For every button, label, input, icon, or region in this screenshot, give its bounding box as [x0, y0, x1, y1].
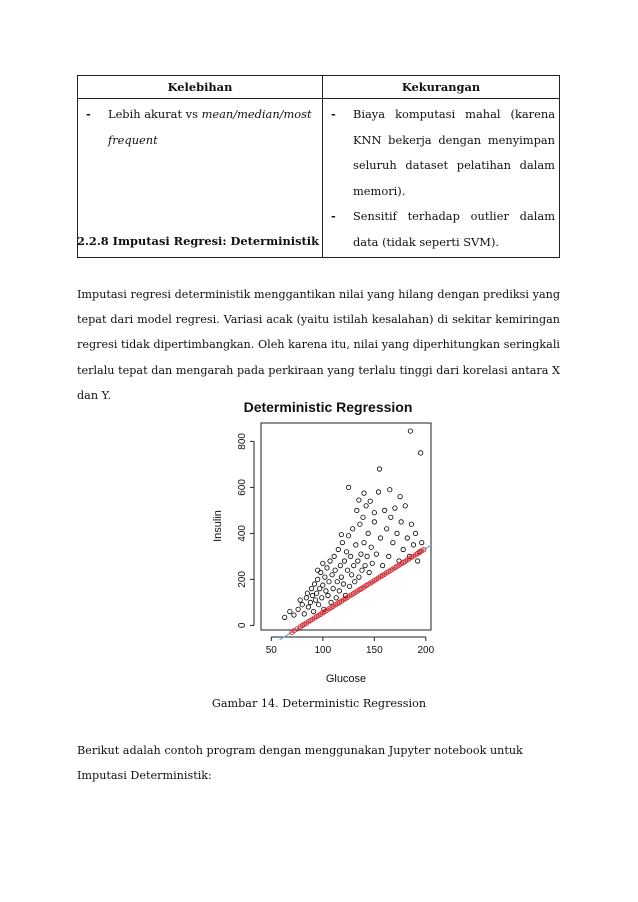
observed-point [413, 531, 417, 535]
observed-point [380, 563, 384, 567]
observed-point [420, 540, 424, 544]
observed-point [364, 504, 368, 508]
observed-point [395, 531, 399, 535]
x-axis [266, 637, 435, 656]
y-tick-label: 800 [237, 433, 248, 450]
bullet-dash: - [86, 107, 91, 121]
observed-point [362, 491, 366, 495]
observed-point [374, 552, 378, 556]
observed-point [372, 520, 376, 524]
kekurangan-item-1: Biaya komputasi mahal (karena KNN bekerja dengan menyimpan seluruh dataset pelatihan dalam memori). [353, 107, 555, 198]
observed-point [315, 568, 319, 572]
observed-point [369, 545, 373, 549]
observed-point [296, 607, 300, 611]
observed-point [361, 515, 365, 519]
observed-point [311, 609, 315, 613]
scatter-chart [205, 395, 435, 685]
observed-point [346, 485, 350, 489]
observed-point [348, 554, 352, 558]
list-item [329, 102, 555, 204]
observed-point [306, 605, 310, 609]
observed-point [403, 504, 407, 508]
observed-point [326, 593, 330, 597]
observed-point [321, 583, 325, 587]
observed-point [353, 580, 357, 584]
observed-point [309, 586, 313, 590]
observed-point [358, 522, 362, 526]
observed-point [377, 467, 381, 471]
observed-point [346, 534, 350, 538]
observed-point [347, 584, 351, 588]
observed-point [336, 547, 340, 551]
x-axis-label: Glucose [325, 673, 367, 685]
header-kekurangan: Kekurangan [323, 76, 560, 99]
observed-point [357, 498, 361, 502]
observed-point [332, 554, 336, 558]
observed-point [328, 559, 332, 563]
list-item [84, 102, 318, 153]
kekurangan-item-2: Sensitif terhadap outlier dalam data (tidak seperti SVM). [353, 209, 555, 249]
observed-point [349, 573, 353, 577]
table-header-row [78, 76, 560, 99]
observed-point [333, 568, 337, 572]
observed-point [316, 603, 320, 607]
list-item [329, 204, 555, 255]
imputed-points [290, 548, 426, 635]
observed-point [370, 561, 374, 565]
figure [205, 395, 435, 685]
observed-point [292, 613, 296, 617]
header-kelebihan: Kelebihan [78, 76, 323, 99]
observed-point [302, 612, 306, 616]
observed-point [391, 540, 395, 544]
observed-point [330, 573, 334, 577]
observed-point [315, 577, 319, 581]
observed-point [313, 598, 317, 602]
y-tick-label: 400 [237, 525, 248, 542]
observed-point [305, 591, 309, 595]
kelebihan-text [108, 102, 318, 153]
observed-point [298, 598, 302, 602]
observed-point [360, 568, 364, 572]
observed-point [401, 547, 405, 551]
observed-point [368, 499, 372, 503]
observed-point [399, 520, 403, 524]
kelebihan-text-italic: mean/median/most frequent [108, 107, 312, 147]
observed-point [337, 589, 341, 593]
observed-point [409, 522, 413, 526]
observed-point [339, 532, 343, 536]
observed-point [310, 593, 314, 597]
observed-point [342, 559, 346, 563]
observed-point [366, 531, 370, 535]
observed-point [362, 540, 366, 544]
observed-point [389, 515, 393, 519]
section-title: 2.2.8 Imputasi Regresi: Deterministik [77, 234, 320, 248]
observed-point [352, 563, 356, 567]
observed-point [398, 494, 402, 498]
observed-point [282, 615, 286, 619]
observed-point [321, 561, 325, 565]
observed-point [345, 568, 349, 572]
observed-point [341, 582, 345, 586]
observed-point [300, 603, 304, 607]
observed-point [308, 600, 312, 604]
observed-point [335, 580, 339, 584]
observed-point [320, 596, 324, 600]
y-axis-label: Insulin [212, 510, 224, 542]
observed-point [338, 563, 342, 567]
observed-point [314, 591, 318, 595]
y-tick-label: 200 [237, 571, 248, 588]
observed-point [288, 609, 292, 613]
y-axis [237, 433, 254, 629]
observed-point [388, 488, 392, 492]
observed-point [339, 575, 343, 579]
observed-point [376, 490, 380, 494]
observed-point [334, 596, 338, 600]
body-paragraph-2: Berikut adalah contoh program dengan menggunakan Jupyter notebook untuk Imputasi Deterministik: [77, 744, 523, 783]
comparison-table [77, 75, 560, 258]
observed-point [411, 543, 415, 547]
observed-point [304, 596, 308, 600]
observed-point [357, 575, 361, 579]
kelebihan-text-plain: Lebih akurat vs [108, 107, 202, 121]
chart-title: Deterministic Regression [243, 399, 413, 415]
observed-point [415, 559, 419, 563]
observed-point [354, 543, 358, 547]
observed-point [355, 508, 359, 512]
observed-point [372, 511, 376, 515]
x-tick-label: 50 [265, 645, 277, 656]
observed-point [365, 554, 369, 558]
observed-point [384, 527, 388, 531]
observed-point [359, 552, 363, 556]
observed-point [344, 550, 348, 554]
observed-point [408, 429, 412, 433]
observed-point [367, 570, 371, 574]
y-tick-label: 0 [237, 622, 248, 629]
bullet-dash: - [331, 107, 336, 121]
observed-point [312, 582, 316, 586]
observed-point [323, 575, 327, 579]
observed-point [418, 451, 422, 455]
bullet-dash: - [331, 209, 336, 223]
observed-point [324, 589, 328, 593]
observed-point [393, 506, 397, 510]
observed-point [387, 554, 391, 558]
figure-caption: Gambar 14. Deterministic Regression [211, 697, 427, 710]
body-paragraph: Imputasi regresi deterministik menggantikan nilai yang hilang dengan prediksi yang tepat dari model regresi. Variasi acak (yaitu istilah kesalahan) di sekitar kemiringan regresi tidak dipertimbangkan. Oleh karena itu, nilai yang diperhitungkan seringkali terlalu tepat dan mengarah pada perkiraan yang terlalu tinggi dari korelasi antara X dan Y. [77, 288, 560, 402]
kekurangan-cell [323, 99, 560, 258]
observed-point [356, 559, 360, 563]
observed-point [325, 566, 329, 570]
observed-point [319, 570, 323, 574]
observed-point [327, 580, 331, 584]
x-tick-label: 100 [314, 645, 332, 656]
x-tick-label: 200 [417, 645, 435, 656]
x-tick-label: 150 [365, 645, 383, 656]
observed-point [382, 508, 386, 512]
observed-point [350, 527, 354, 531]
observed-point [378, 536, 382, 540]
observed-point [331, 586, 335, 590]
observed-point [340, 540, 344, 544]
observed-point [363, 563, 367, 567]
y-tick-label: 600 [237, 479, 248, 496]
observed-point [405, 536, 409, 540]
